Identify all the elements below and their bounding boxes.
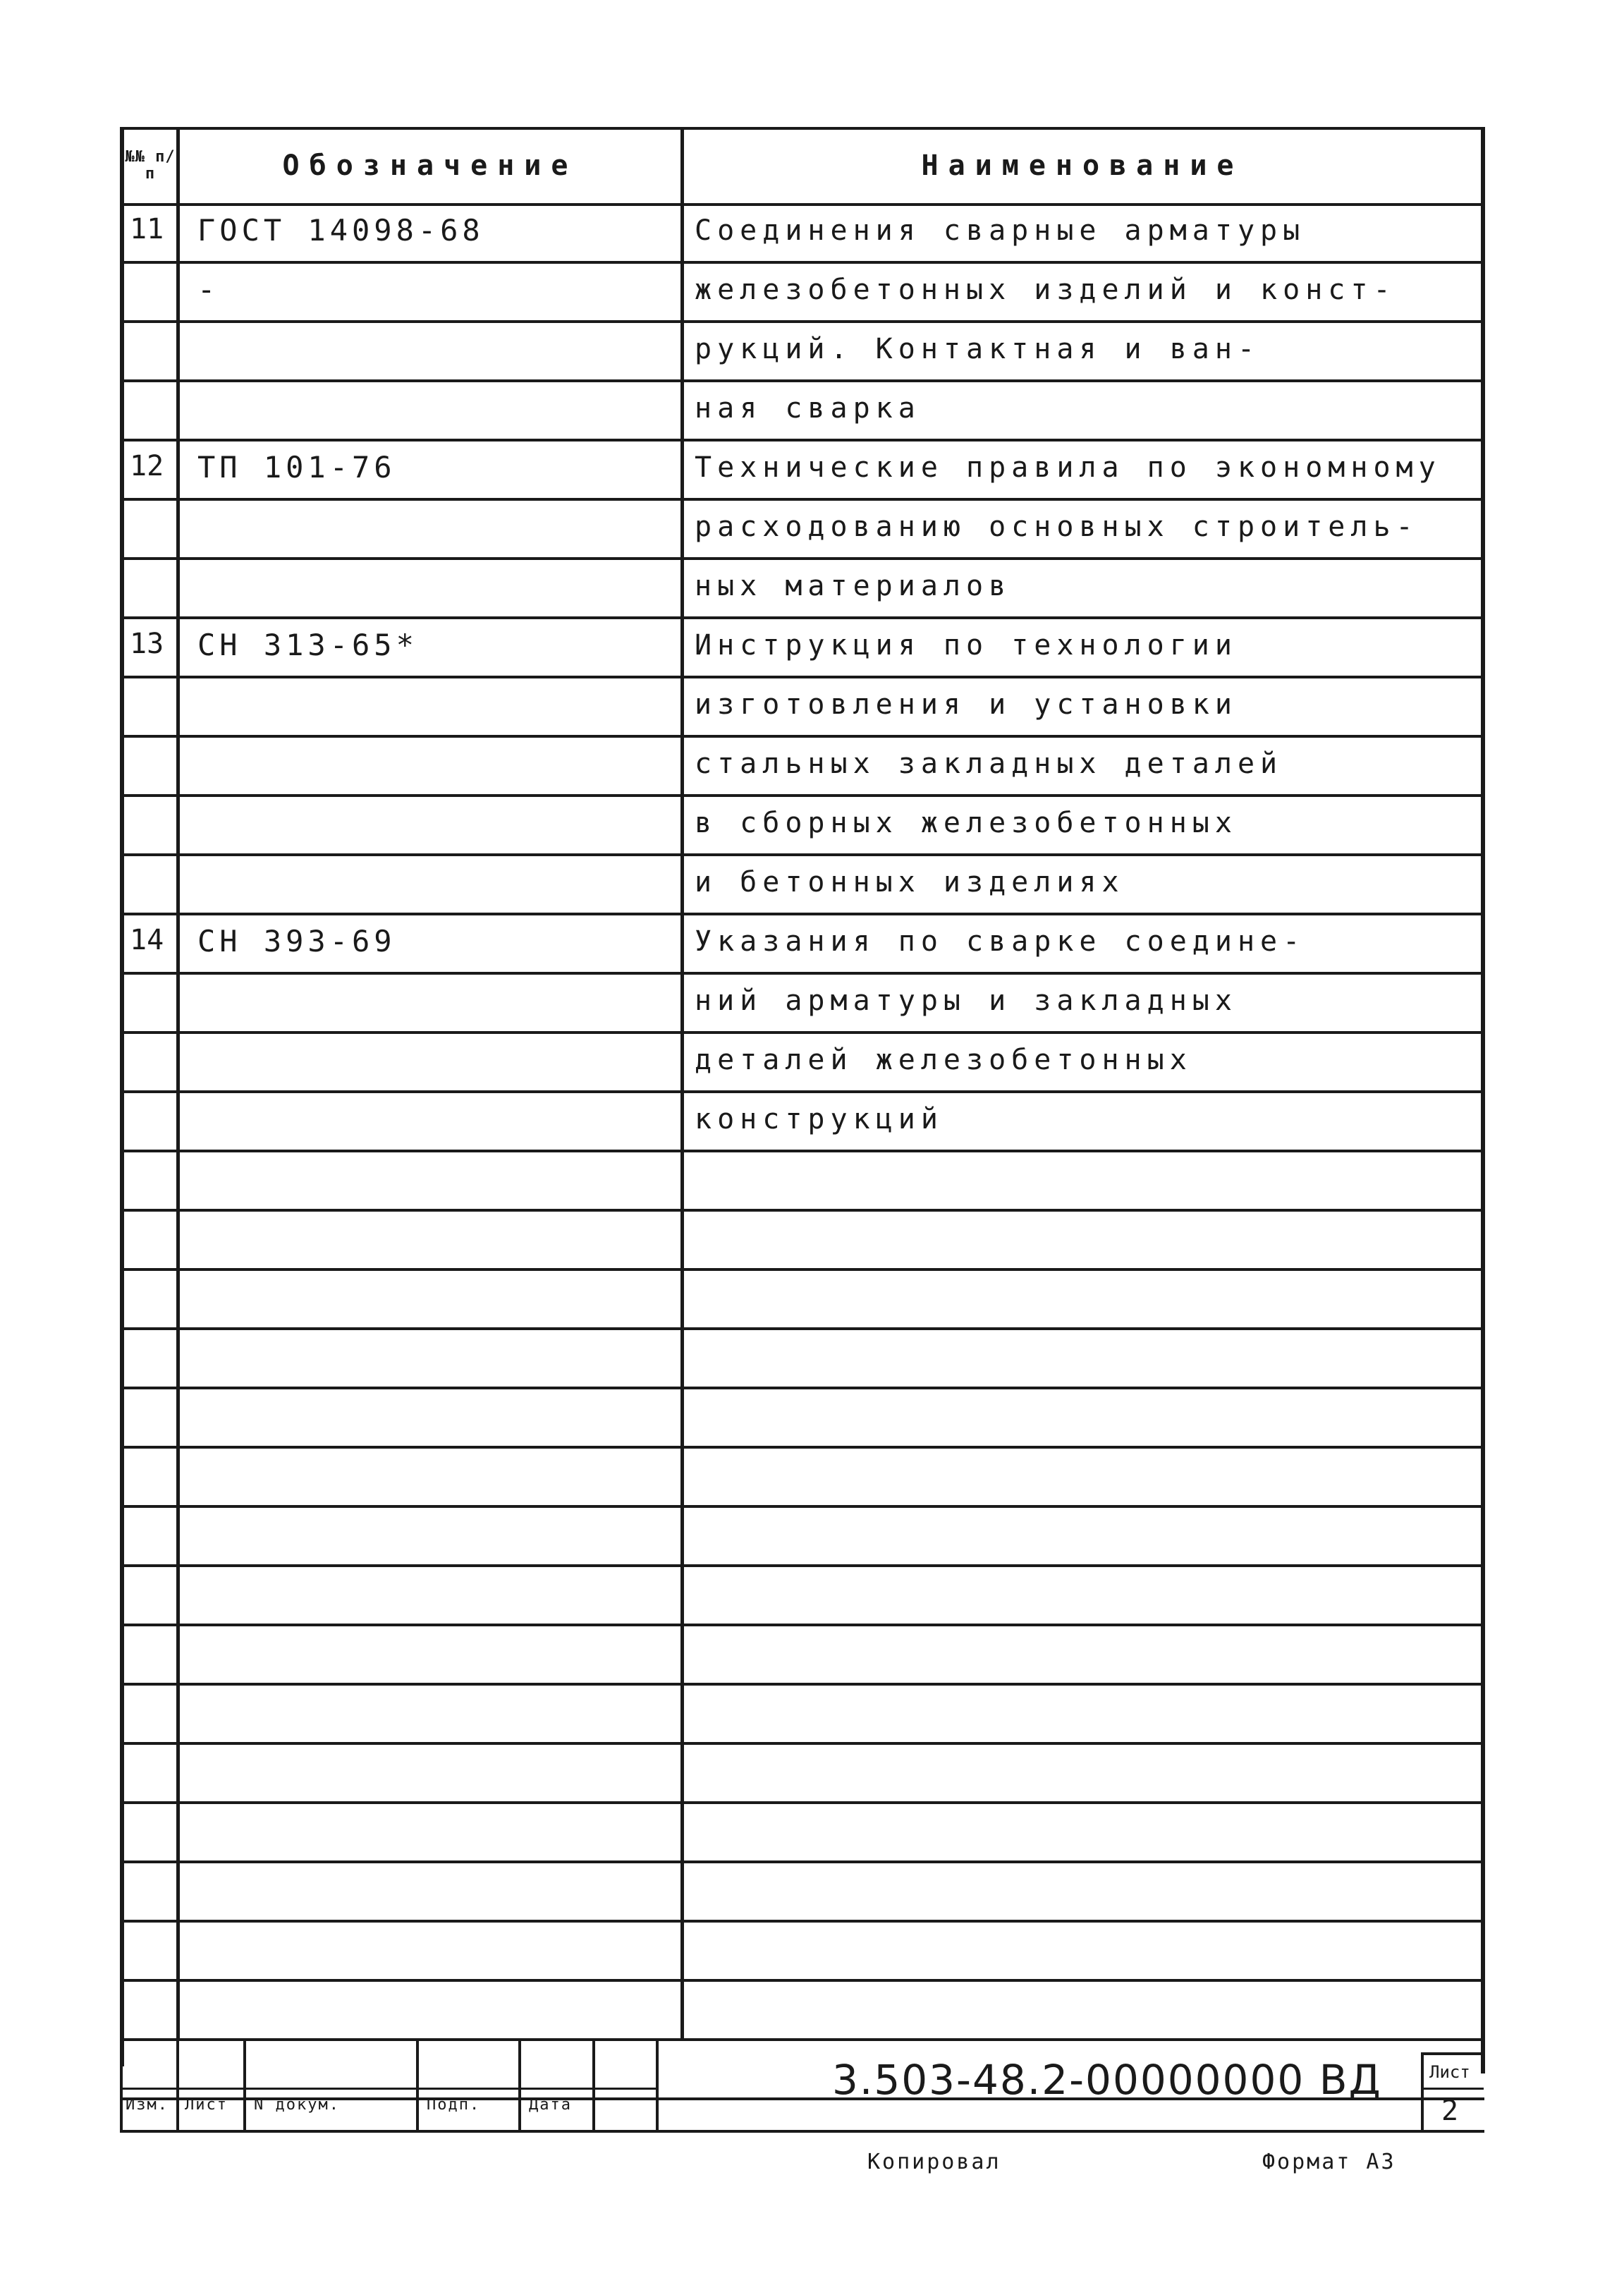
- row-number: 11: [130, 213, 164, 245]
- table-row: [120, 323, 1484, 382]
- tb-label-sheet: Лист: [185, 2096, 228, 2114]
- table-row: [120, 1567, 1484, 1626]
- title-block-top-line: [120, 2038, 656, 2041]
- table-row: [120, 1745, 1484, 1804]
- row-designation: -: [197, 272, 220, 307]
- row-name: и бетонных изделиях: [695, 866, 1125, 899]
- tb-divider: [518, 2038, 521, 2130]
- table-row: [120, 1271, 1484, 1330]
- title-block-mid-line: [120, 2088, 656, 2090]
- table-row: [120, 797, 1484, 856]
- row-name: рукций. Контактная и ван-: [695, 333, 1261, 365]
- tb-label-date: Дата: [529, 2096, 572, 2114]
- title-block: [120, 2038, 1484, 2144]
- row-name: расходованию основных строитель-: [695, 511, 1419, 543]
- sheet-number-box: [1421, 2052, 1484, 2133]
- footer-format: Формат А3: [1262, 2150, 1396, 2174]
- table-row: [120, 382, 1484, 441]
- table-row: [120, 1449, 1484, 1508]
- table-row: [120, 856, 1484, 915]
- table-row: [120, 738, 1484, 797]
- table-row: [120, 1034, 1484, 1093]
- tb-divider: [656, 2038, 659, 2130]
- table-row: [120, 1982, 1484, 2041]
- row-name: Инструкция по технологии: [695, 629, 1238, 662]
- table-row: [120, 975, 1484, 1034]
- tb-divider: [176, 2038, 179, 2130]
- table-row: [120, 1686, 1484, 1745]
- row-designation: СН 313-65*: [197, 628, 418, 662]
- table-row: [120, 1212, 1484, 1271]
- row-designation: СН 393-69: [197, 924, 396, 958]
- row-name: железобетонных изделий и конст-: [695, 274, 1396, 306]
- tb-divider: [243, 2038, 246, 2130]
- table-row: [120, 1626, 1484, 1686]
- row-name: конструкций: [695, 1103, 944, 1135]
- table-row: [120, 1508, 1484, 1567]
- sheet-box-divider: [1424, 2088, 1484, 2090]
- row-name: в сборных железобетонных: [695, 807, 1238, 839]
- document-code: 3.503-48.2-00000000 ВД: [832, 2056, 1382, 2104]
- row-number: 13: [130, 628, 164, 660]
- row-designation: ТП 101-76: [197, 450, 396, 485]
- top-rule: [120, 127, 1484, 130]
- tb-divider: [120, 2038, 123, 2130]
- row-designation: ГОСТ 14098-68: [197, 213, 484, 248]
- tb-label-signature: Подп.: [427, 2096, 481, 2114]
- row-name: Технические правила по экономному: [695, 451, 1441, 484]
- sheet-number: 2: [1441, 2095, 1459, 2127]
- table-row: [120, 1863, 1484, 1923]
- row-name: ная сварка: [695, 392, 921, 425]
- table-row: [120, 915, 1484, 975]
- row-name: ных материалов: [695, 570, 1012, 602]
- row-name: изготовления и установки: [695, 688, 1238, 721]
- tb-label-change: Изм.: [126, 2096, 169, 2114]
- header-name: Наименование: [921, 150, 1244, 182]
- sheet-label: Лист: [1429, 2062, 1470, 2082]
- row-name: Соединения сварные арматуры: [695, 214, 1306, 247]
- row-number: 12: [130, 450, 164, 482]
- table-row: [120, 1152, 1484, 1212]
- table-row: [120, 1923, 1484, 1982]
- table-row: [120, 205, 1484, 264]
- footer-copied-by: Копировал: [867, 2150, 1001, 2174]
- table-row: [120, 441, 1484, 501]
- table-row: [120, 1330, 1484, 1389]
- row-number: 14: [130, 924, 164, 956]
- row-name: стальных закладных деталей: [695, 748, 1283, 780]
- header-number: №№ п/п: [125, 148, 176, 183]
- row-name: ний арматуры и закладных: [695, 985, 1238, 1017]
- row-name: деталей железобетонных: [695, 1044, 1192, 1076]
- table-row: [120, 1093, 1484, 1152]
- tb-divider: [416, 2038, 419, 2130]
- table-row: [120, 1804, 1484, 1863]
- table-row: [120, 501, 1484, 560]
- tb-label-doc-number: N докум.: [254, 2096, 340, 2114]
- table-row: [120, 560, 1484, 619]
- table-row: [120, 619, 1484, 678]
- table-row: [120, 264, 1484, 323]
- header-designation: Обозначение: [282, 150, 578, 182]
- document-sheet: [120, 127, 1484, 2174]
- title-block-bottom-line: [120, 2130, 1484, 2133]
- table-row: [120, 1389, 1484, 1449]
- tb-divider: [592, 2038, 595, 2130]
- table-row: [120, 678, 1484, 738]
- row-name: Указания по сварке соедине-: [695, 925, 1306, 958]
